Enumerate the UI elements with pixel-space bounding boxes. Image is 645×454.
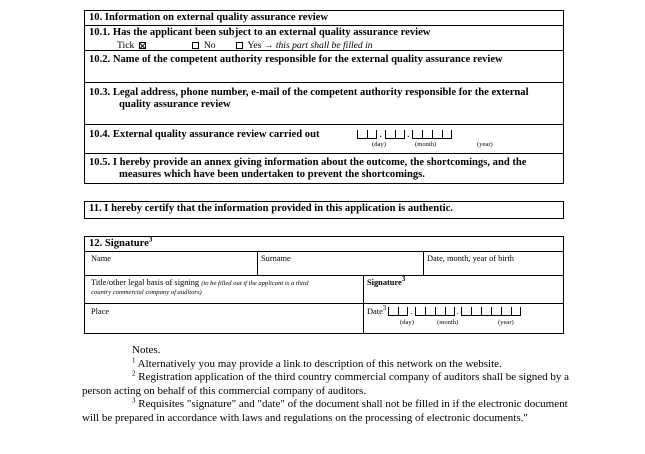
q-10-4-month-caption: (month) [415, 141, 437, 148]
sig-year-caption: (year) [498, 319, 514, 326]
tick-label: Tick [117, 40, 135, 51]
note-1: $^1$ Alternatively you may provide a link to description of this network on the website. [132, 355, 502, 370]
q-10-4-month-field[interactable] [385, 130, 405, 139]
q-10-2-label: 10.2. Name of the competent authority responsible for the external quality assurance review [89, 54, 503, 65]
section-12-box [84, 236, 564, 334]
signature-row-place [85, 303, 563, 333]
q-10-3-row [85, 82, 563, 126]
q-10-3-line1: 10.3. Legal address, phone number, e-mail of the competent authority responsible for the external [89, 87, 529, 98]
q-10-4-day-caption: (day) [372, 141, 386, 148]
section-11-box [84, 201, 564, 219]
sig-month-field[interactable] [415, 307, 455, 316]
section-11-text: 11. I hereby certify that the information provided in this application is authentic. [89, 203, 453, 214]
signature-row-name [85, 251, 563, 275]
notes-block [82, 344, 572, 425]
q-10-5-line1: 10.5. I hereby provide an annex giving information about the outcome, the shortcomings, and the [89, 157, 527, 168]
sig-day-caption: (day) [400, 319, 414, 326]
section-10-box [84, 10, 564, 184]
title-note-line2: country commercial company of auditors) [91, 289, 202, 296]
date-field-group: Date$^3$ . . [367, 307, 521, 316]
place-label: Place [91, 307, 110, 316]
q-10-4-year-field[interactable] [412, 130, 452, 139]
signature-row-title [85, 275, 563, 304]
date-label: Date [367, 307, 383, 316]
section-12-heading: 12. Signature$^3$ [89, 235, 153, 249]
q-10-3-line2: quality assurance review [119, 99, 231, 110]
note-3: $^3$ Requisites "signature" and "date" of the document shall not be filled in if the electronic document will be prepared in accordance with laws and regulations on the processing of electronic documents." [82, 396, 568, 424]
section-12-heading-sup: 3 [148, 235, 153, 244]
yes-note: → this part shall be filled in [263, 40, 373, 51]
q-10-4-date: . . [357, 129, 452, 140]
yes-checkbox[interactable] [236, 42, 243, 49]
tick-checkbox[interactable] [139, 42, 146, 49]
dob-label: Date, month, year of birth [427, 254, 514, 263]
notes-title: Notes. [132, 344, 161, 356]
surname-label: Surname [261, 254, 291, 263]
q-10-4-label: 10.4. External quality assurance review carried out [89, 129, 320, 140]
q-10-1-label: 10.1. Has the applicant been subject to an external quality assurance review [89, 27, 431, 38]
no-label: No [203, 40, 216, 51]
q-10-2-row [85, 50, 563, 84]
name-label: Name [91, 254, 111, 263]
yes-label: Yes [247, 40, 262, 51]
sig-year-field[interactable] [461, 307, 521, 316]
section-10-heading: 10. Information on external quality assurance review [89, 12, 329, 23]
q-10-5-line2: measures which have been undertaken to prevent the shortcomings. [119, 169, 425, 180]
no-checkbox[interactable] [192, 42, 199, 49]
note-2: $^2$ Registration application of the third country commercial company of auditors shall be signed by a person acting on behalf of this commercial company of auditors. [82, 369, 569, 397]
q-10-4-day-field[interactable] [357, 130, 377, 139]
title-note-line1: (to be filled out if the applicant is a third [201, 280, 309, 287]
title-label: Title/other legal basis of signing (to be filled out if the applicant is a third [91, 278, 309, 287]
sig-day-field[interactable] [388, 307, 408, 316]
q-10-5-row [85, 153, 563, 183]
q-10-4-row [85, 124, 563, 154]
sig-month-caption: (month) [437, 319, 459, 326]
q-10-4-year-caption: (year) [477, 141, 493, 148]
signature-label: Signature$^3$ [367, 275, 406, 287]
